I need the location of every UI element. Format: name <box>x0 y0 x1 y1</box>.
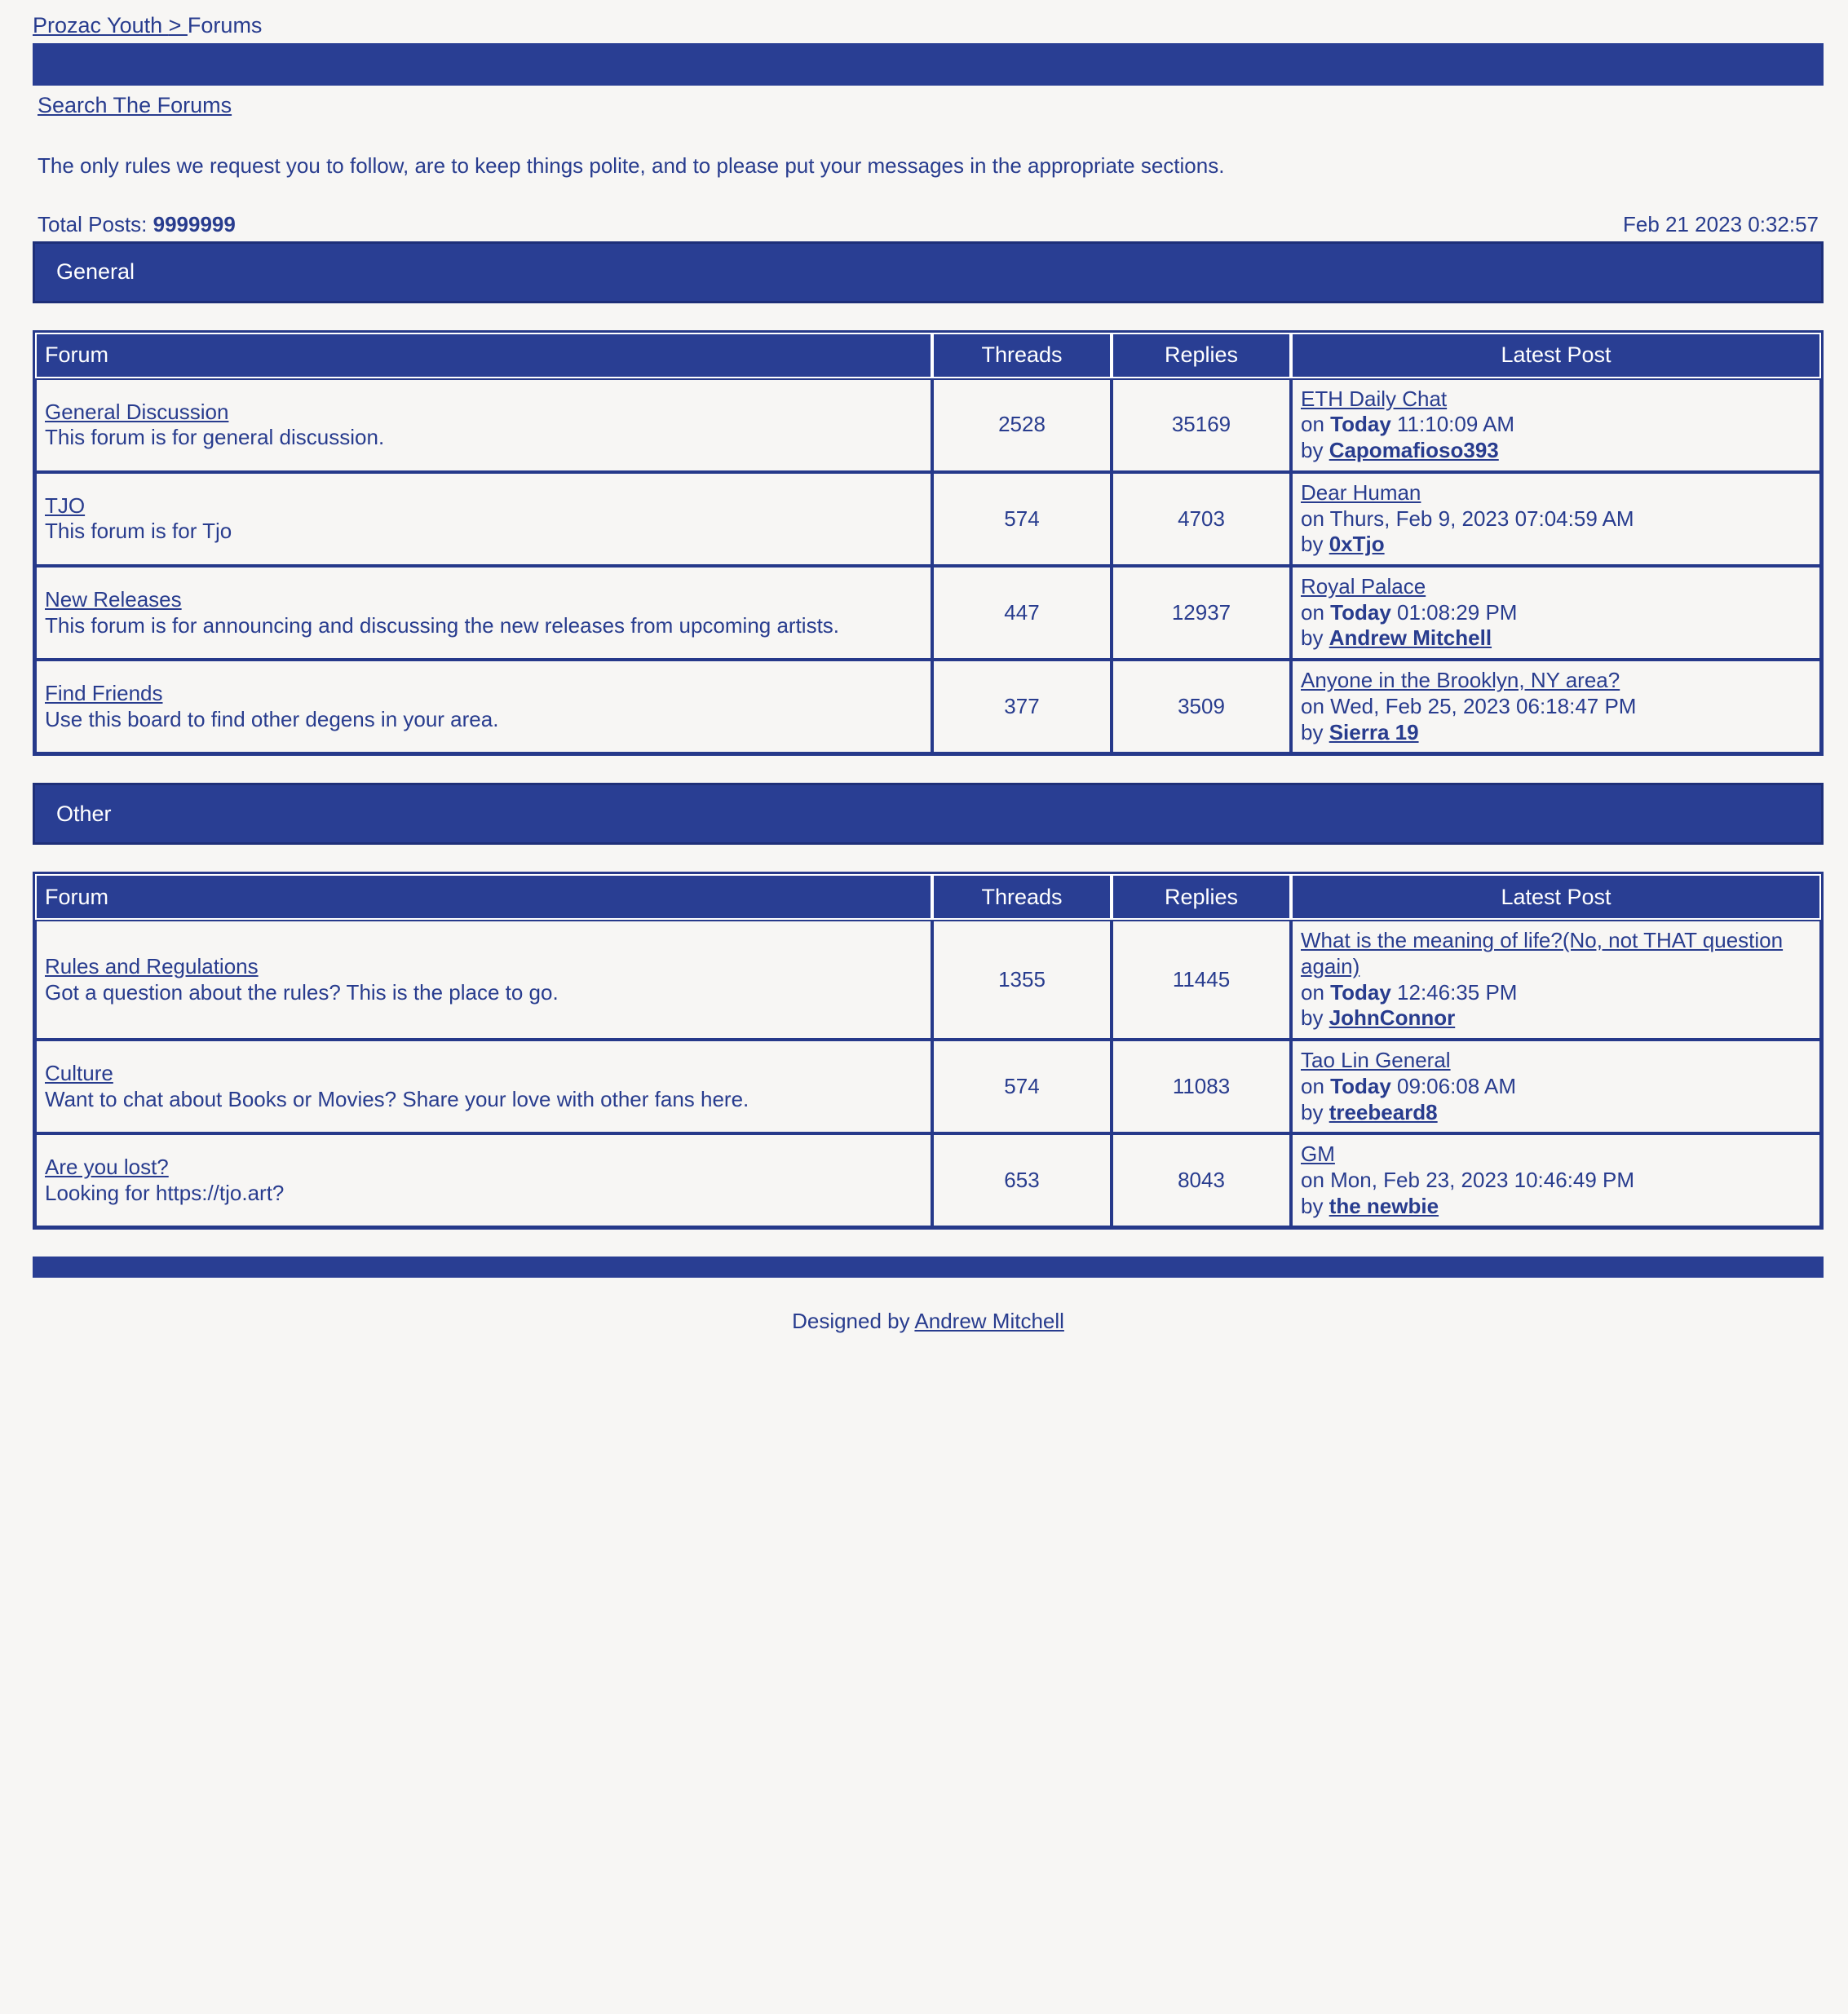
rules-notice: The only rules we request you to follow, are to keep things polite, and to please put your messages in the appropriate sections. <box>38 152 1225 178</box>
latest-post-by: by <box>1301 719 1329 744</box>
footer-prefix: Designed by <box>792 1309 915 1334</box>
breadcrumb-home-label: Prozac Youth <box>33 13 169 38</box>
thread-count: 447 <box>932 566 1112 660</box>
page-wrapper <box>33 0 1824 1335</box>
reply-count: 3509 <box>1112 660 1291 753</box>
latest-post-cell <box>1291 566 1821 660</box>
forum-name-link[interactable]: Are you lost? <box>45 1155 169 1180</box>
reply-count: 12937 <box>1112 566 1291 660</box>
latest-post-author-link[interactable]: treebeard8 <box>1329 1099 1438 1124</box>
latest-post-author-link[interactable]: the newbie <box>1329 1193 1439 1218</box>
latest-post-author-link[interactable]: Capomafioso393 <box>1329 438 1499 463</box>
thread-count: 574 <box>932 472 1112 566</box>
forum-description: Looking for https://tjo.art? <box>45 1180 285 1205</box>
latest-post-cell <box>1291 1040 1821 1133</box>
latest-post-on: on Wed, Feb 25, 2023 06:18:47 PM <box>1301 693 1637 718</box>
latest-post-on: on Thurs, Feb 9, 2023 07:04:59 AM <box>1301 506 1634 531</box>
latest-post-link[interactable]: ETH Daily Chat <box>1301 386 1448 411</box>
latest-post-author-link[interactable]: Andrew Mitchell <box>1329 625 1492 651</box>
table-row <box>35 660 1821 753</box>
latest-post-by: by <box>1301 625 1329 651</box>
forum-table <box>33 872 1824 1230</box>
current-datetime: Feb 21 2023 0:32:57 <box>1623 211 1819 236</box>
forum-name-link[interactable]: Find Friends <box>45 680 163 705</box>
reply-count: 11083 <box>1112 1040 1291 1133</box>
reply-count: 35169 <box>1112 378 1291 472</box>
thread-count: 1355 <box>932 920 1112 1040</box>
latest-post-time: 11:10:09 AM <box>1390 412 1515 437</box>
forum-description: Want to chat about Books or Movies? Share your love with other fans here. <box>45 1086 749 1111</box>
latest-post-time: 09:06:08 AM <box>1390 1073 1517 1098</box>
latest-post-cell <box>1291 660 1821 753</box>
forum-cell <box>35 1133 932 1227</box>
column-header-latest: Latest Post <box>1291 333 1821 378</box>
top-banner-bar <box>33 43 1824 86</box>
latest-post-by: by <box>1301 438 1329 463</box>
latest-post-link[interactable]: Royal Palace <box>1301 573 1426 598</box>
table-row <box>35 378 1821 472</box>
forum-cell <box>35 472 932 566</box>
forum-sections <box>33 241 1824 1230</box>
search-row <box>38 92 1824 119</box>
latest-post-by: by <box>1301 532 1329 557</box>
section-header: Other <box>33 783 1824 845</box>
thread-count: 653 <box>932 1133 1112 1227</box>
breadcrumb-current: Forums <box>187 13 263 38</box>
table-header-row <box>35 333 1821 378</box>
column-header-forum: Forum <box>35 874 932 920</box>
forum-description: Got a question about the rules? This is the place to go. <box>45 979 559 1005</box>
table-header-row <box>35 874 1821 920</box>
latest-post-cell <box>1291 920 1821 1040</box>
forum-cell <box>35 920 932 1040</box>
breadcrumb-separator: > <box>168 13 188 38</box>
latest-post-cell <box>1291 378 1821 472</box>
latest-post-on: on Mon, Feb 23, 2023 10:46:49 PM <box>1301 1168 1635 1193</box>
forum-description: Use this board to find other degens in your area. <box>45 706 499 731</box>
reply-count: 4703 <box>1112 472 1291 566</box>
forum-name-link[interactable]: Culture <box>45 1061 113 1086</box>
section-spacer <box>33 756 1824 783</box>
forum-cell <box>35 378 932 472</box>
latest-post-link[interactable]: Anyone in the Brooklyn, NY area? <box>1301 668 1620 693</box>
forum-name-link[interactable]: New Releases <box>45 586 182 612</box>
table-row <box>35 1133 1821 1227</box>
reply-count: 11445 <box>1112 920 1291 1040</box>
latest-post-day: Today <box>1330 979 1391 1005</box>
footer-author-link[interactable]: Andrew Mitchell <box>914 1309 1064 1334</box>
latest-post-by: by <box>1301 1005 1329 1031</box>
total-posts-label: Total Posts: <box>38 211 153 236</box>
latest-post-author-link[interactable]: JohnConnor <box>1329 1005 1456 1031</box>
latest-post-day: Today <box>1330 1073 1391 1098</box>
latest-post-link[interactable]: What is the meaning of life?(No, not THAT question again) <box>1301 928 1784 978</box>
forum-cell <box>35 660 932 753</box>
column-header-threads: Threads <box>932 874 1112 920</box>
column-header-threads: Threads <box>932 333 1112 378</box>
latest-post-author-link[interactable]: 0xTjo <box>1329 532 1385 557</box>
total-posts-value: 9999999 <box>153 211 236 236</box>
column-header-replies: Replies <box>1112 874 1291 920</box>
column-header-replies: Replies <box>1112 333 1291 378</box>
search-forums-link[interactable]: Search The Forums <box>38 93 232 117</box>
breadcrumb <box>33 12 1824 43</box>
forum-name-link[interactable]: General Discussion <box>45 399 229 424</box>
footer-bar <box>33 1257 1824 1278</box>
breadcrumb-home-link[interactable] <box>33 13 188 38</box>
thread-count: 2528 <box>932 378 1112 472</box>
latest-post-cell <box>1291 1133 1821 1227</box>
latest-post-time: 01:08:29 PM <box>1390 599 1518 625</box>
latest-post-author-link[interactable]: Sierra 19 <box>1329 719 1419 744</box>
latest-post-day: Today <box>1330 599 1391 625</box>
thread-count: 574 <box>932 1040 1112 1133</box>
latest-post-day: Today <box>1330 412 1391 437</box>
latest-post-link[interactable]: Dear Human <box>1301 479 1421 505</box>
table-row <box>35 472 1821 566</box>
section-header: General <box>33 241 1824 303</box>
forum-table <box>33 330 1824 757</box>
footer-credit <box>33 1309 1824 1335</box>
latest-post-by: by <box>1301 1193 1329 1218</box>
forum-name-link[interactable]: Rules and Regulations <box>45 954 259 978</box>
total-posts <box>38 212 236 241</box>
latest-post-on: on <box>1301 412 1331 437</box>
latest-post-on: on <box>1301 979 1331 1005</box>
latest-post-on: on <box>1301 1073 1331 1098</box>
forum-description: This forum is for announcing and discussing the new releases from upcoming artists. <box>45 612 840 638</box>
stats-bar <box>33 212 1824 241</box>
table-row <box>35 920 1821 1040</box>
table-row <box>35 1040 1821 1133</box>
column-header-forum: Forum <box>35 333 932 378</box>
thread-count: 377 <box>932 660 1112 753</box>
reply-count: 8043 <box>1112 1133 1291 1227</box>
forum-description: This forum is for Tjo <box>45 519 232 544</box>
latest-post-by: by <box>1301 1099 1329 1124</box>
latest-post-cell <box>1291 472 1821 566</box>
latest-post-on: on <box>1301 599 1331 625</box>
latest-post-link[interactable]: Tao Lin General <box>1301 1048 1451 1073</box>
latest-post-time: 12:46:35 PM <box>1390 979 1518 1005</box>
latest-post-link[interactable]: GM <box>1301 1142 1335 1167</box>
forum-cell <box>35 1040 932 1133</box>
forum-name-link[interactable]: TJO <box>45 492 86 518</box>
forum-description: This forum is for general discussion. <box>45 425 385 450</box>
forum-cell <box>35 566 932 660</box>
column-header-latest: Latest Post <box>1291 874 1821 920</box>
table-row <box>35 566 1821 660</box>
